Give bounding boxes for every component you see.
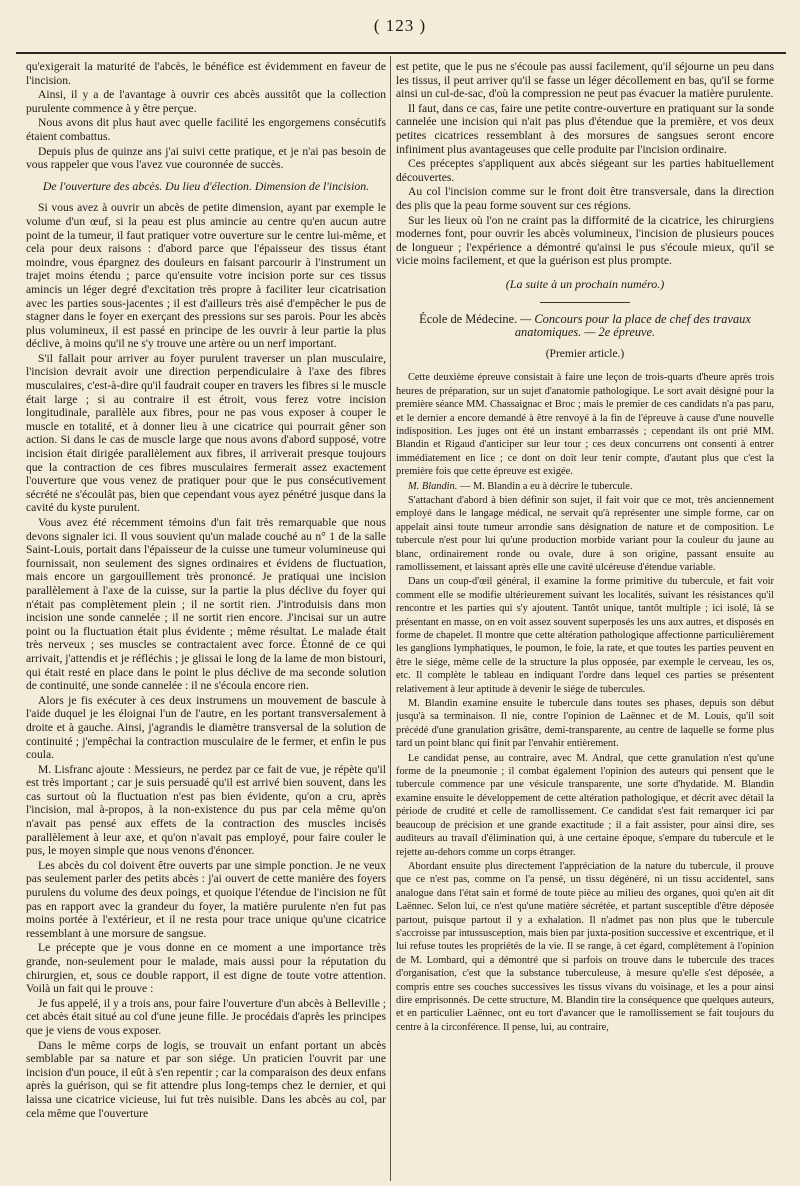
column-divider bbox=[390, 56, 391, 1181]
paragraph: Dans le même corps de logis, se trouvait un enfant portant un abcès semblable par sa nature et par son siége. Un praticien l'ouvrit par une incision d'un pouce, il eût à s'en repentir ; car la comparaison des deux enfans après la guérison, qui se fit attendre plus long-temps chez le dernier, et qui laissa une cicatrice vicieuse, lui fut très nuisible. Dans les abcès au col, par cela même que l'ouverture bbox=[26, 1038, 386, 1120]
article-title bbox=[396, 313, 774, 340]
right-column bbox=[396, 60, 774, 1180]
separator-rule bbox=[540, 302, 630, 303]
left-column bbox=[26, 60, 386, 1180]
article-title-school: École de Médecine. bbox=[419, 311, 518, 326]
paragraph: Le candidat pense, au contraire, avec M. Andral, que cette granulation n'est qu'une forme de la pneumonie ; il combat également l'opinion des auteurs qui pensent que le tubercule commence par une vésicule transparente, une sorte d'hydatide. M. Blandin examine ensuite le développement de cette altération pathologique, et décrit avec détail la période de crudité et celle de ramollissement. Ce candidat s'est fait remarquer ici par beaucoup de précision et une grande exactitude ; il a fait assister, pour ainsi dire, ses auditeurs au travail d'élimination qui, à une certaine époque, s'empare du tubercule et le rejette au-dehors comme un corps étranger. bbox=[396, 752, 774, 858]
paragraph: Depuis plus de quinze ans j'ai suivi cette pratique, et je n'ai pas besoin de vous rappeler que vous l'avez vue couronnée de succès. bbox=[26, 144, 386, 172]
paragraph: S'il fallait pour arriver au foyer purulent traverser un plan musculaire, l'incision devrait avoir une direction perpendiculaire à l'axe des fibres musculaires, c'est-à-dire qu'il faudrait couper en travers les fibres si le muscle était large ; si au contraire il est étroit, vous ferez votre incision longitudinale, parallèle aux fibres, pour ne pas vous exposer à couper le muscle en totalité, et à donner lieu à une cicatrice qui pourrait gêner son action. Si dans le cas de muscle large que nous avons d'abord supposé, votre incision était dirigée parallèlement aux fibres, il arriverait presque toujours que la contraction de ces fibres musculaires fermerait assez exactement l'ouverture que vous venez de pratiquer pour que le pus consécutivement sécrété ne s'écoulât pas, bien que cependant vous ayez pénétré jusque dans la cavité du kyste purulent. bbox=[26, 351, 386, 515]
paragraph: Je fus appelé, il y a trois ans, pour faire l'ouverture d'un abcès à Belleville ; cet abcès était situé au col d'une jeune fille. Je procédais d'après les principes que je viens de vous exposer. bbox=[26, 996, 386, 1037]
paragraph: Sur les lieux où l'on ne craint pas la difformité de la cicatrice, les chirurgiens modernes font, pour ouvrir les abcès volumineux, l'incision de plusieurs pouces de longueur ; l'expérience a démontré qu'ainsi le pus s'écoule mieux, qu'il se vicie moins facilement, et que la guérison est plus prompte. bbox=[396, 213, 774, 268]
paragraph: Ainsi, il y a de l'avantage à ouvrir ces abcès aussitôt que la collection purulente commence à y être perçue. bbox=[26, 88, 386, 115]
continuation-notice: (La suite à un prochain numéro.) bbox=[505, 276, 665, 291]
paragraph: Abordant ensuite plus directement l'appréciation de la nature du tubercule, il prouve que ce n'est pas, comme on l'a pensé, un tissu dégénéré, ni un tissu accidentel, sans analogue dans l'état sain et formé de toute pièce au milieu des organes, quoi qu'en ait dit Laënnec. Selon lui, ce n'est qu'une matière sécrétée, et partant susceptible d'être déposée partout, puisque partout il y a exhalation. Il n'admet pas non plus que le tubercule s'accroisse par intussusception, mais bien par juxta-position successive et excentrique, et il lui refuse toutes les propriétés de la vie. Il se range, à cet égard, complètement à l'opinion de M. Lombard, qui a démontré que si parfois on trouve dans le tubercule des traces d'organisation, c'est que la substance tuberculeuse, à mesure qu'elle s'est déposée, a compris entre ses couches successives les tissus vivans du voisinage, et les a pour ainsi dire emprisonnés. De cette structure, M. Blandin tire la conséquence que quelques auteurs, et en particulier Laënnec, ont eu tort d'avancer que le ramollissement se fait toujours du centre à la circonférence. Il pense, lui, au contraire, bbox=[396, 860, 774, 1033]
paragraph: Vous avez été récemment témoins d'un fait très remarquable que nous devons signaler ici. Il vous souvient qu'un malade couché au n° 1 de la salle Saint-Louis, portait dans l'épaisseur de la cuisse une tumeur volumineuse qui fournissait, non seulement des signes ordinaires et évidens de fluctuation, mais encore un gargouillement très prononcé. Je pratiquai une incision parallèlement à l'axe de la cuisse, sur la partie la plus déclive du foyer qui n'était pas complètement plein ; il ne sortit rien. J'introduisis dans mon incision une sonde cannelée ; il ne sortit rien encore. J'incisai sur un autre point ou la fluctuation était plus évidente ; même résultat. Le malade était très nerveux ; ses muscles se contractaient avec force. Étonné de ce qui arrivait, j'attendis et je réfléchis ; je glissai le long de la lame de mon bistouri, qui était resté en place dans le point le plus déclive de ma seconde solution de continuité, une sonde cannelée : il ne s'écoula encore rien. bbox=[26, 516, 386, 693]
paragraph: Les abcès du col doivent être ouverts par une simple ponction. Je ne veux pas seulement parler des petits abcès : j'ai ouvert de cette manière des foyers purulens du volume des deux poings, et quoique l'étendue de l'incision ne fût pas en rapport avec la grandeur du foyer, la matière purulente n'en fut pas moins portée à l'extérieur, et il ne resta pour trace unique qu'une cicatrice ressemblant à une morsure de sangsue. bbox=[26, 858, 386, 940]
speaker-text: — M. Blandin a eu à décrire le tubercule. bbox=[457, 480, 633, 492]
paragraph: Si vous avez à ouvrir un abcès de petite dimension, ayant par exemple le volume d'un œuf, si la peau est plus amincie au centre qu'en aucun autre point de la tumeur, il faut pratiquer votre ouverture sur le centre lui-même, et cela pour deux raisons : d'abord parce que l'épaisseur des tissus étant moindre, vous épargnez des douleurs en faisant parcourir à l'instrument un trajet moins étendu ; parce qu'ensuite votre incision porte sur ces tissus amincis un léger degré d'excitation très propre à faciliter leur cicatrisation avec les parties sous-jacentes ; il est d'ailleurs très aisé d'empêcher le pus de stagner dans le foyer en exerçant des pressions sur ses parois. Pour les abcès plus volumineux, il est passé en principe de les ouvrir à leur partie la plus déclive, à moins qu'il ne s'y trouve une artère ou un nerf important. bbox=[26, 201, 386, 351]
page-number: ( 123 ) bbox=[373, 16, 427, 35]
paragraph: S'attachant d'abord à bien définir son sujet, il fait voir que ce mot, très anciennement employé dans le langage médical, ne servait qu'à représenter une simple forme, car on appelait ainsi toute tumeur arrondie sans désignation de nature et de composition. Le tubercule n'est pour lui qu'une production morbide variant pour la couleur du jaune au blanc, ordinairement ronde ou ovale, dure à son origine, passant ensuite au ramollissement, et laissant après elle une cavité ulcéreuse d'étendue variable. bbox=[396, 494, 774, 573]
paragraph: Dans un coup-d'œil général, il examine la forme primitive du tubercule, et fait voir comment elle se modifie ultérieurement suivant les localités, suivant les résistances qu'il rencontre et les parties qui s'y ajoutent. Tantôt unique, tantôt multiple ; ici isolé, là se présentant en masse, on en voit assez souvent superposés les uns aux autres, et disposés en forme de chapelet. Il montre que cette altération pathologique affectionne particulièrement les ganglions lymphatiques, le poumon, le foie, la rate, et que toutes les parties peuvent en être le siége, même celle de la structure la plus opposée, par exemple le cerveau, les os, etc. Il complète le tableau en indiquant l'ordre dans lequel ces parties se présentent relativement à leur aptitude à devenir le siége de tubercules. bbox=[396, 576, 774, 695]
paragraph: Alors je fis exécuter à ces deux instrumens un mouvement de bascule à l'aide duquel je les éloignai l'un de l'autre, en les portant transversalement à droite et à gauche. Ainsi, j'agrandis le diamètre transversal de la solution de continuité ; j'empêchai la contraction musculaire de le fermer, et enfin le pus coula. bbox=[26, 693, 386, 762]
paragraph: M. Blandin examine ensuite le tubercule dans toutes ses phases, depuis son début jusqu'à sa terminaison. Il nie, contre l'opinion de Laënnec et de M. Louis, qu'il soit précédé d'une granulation grisâtre, demi-transparente, au centre de laquelle se forme plus tard un point blanc qui finit par l'envahir entièrement. bbox=[396, 698, 774, 750]
paragraph: est petite, que le pus ne s'écoule pas aussi facilement, qu'il séjourne un peu dans les tissus, il peut arriver qu'il se fasse un léger décollement en bas, qu'il se forme ainsi un cul-de-sac, d'où la compression ne peut pas évacuer la matière purulente. bbox=[396, 60, 774, 101]
paragraph: M. Lisfranc ajoute : Messieurs, ne perdez par ce fait de vue, je répète qu'il est très important ; car je suis persuadé qu'il est arrivé bien souvent, dans les cas surtout où la fluctuation n'est pas bien évidente, qu'on a cru, après l'incision, mal à-propos, à la non-existence du pus par cela même qu'on n'avait pas pensé aux effets de la contraction des muscles incisés parallèlement à leur axe, et qu'on n'avait pas employé, pour faire couler le pus, le moyen simple que nous venons d'énoncer. bbox=[26, 762, 386, 858]
paragraph: Au col l'incision comme sur le front doit être transversale, dans la direction des plis que la peau forme souvent sur ces régions. bbox=[396, 185, 774, 212]
section-heading: De l'ouverture des abcès. Du lieu d'élection. Dimension de l'incision. bbox=[42, 178, 370, 193]
header-rule bbox=[16, 52, 786, 54]
paragraph: Il faut, dans ce cas, faire une petite contre-ouverture en pratiquant sur la sonde cannelée une incision qui n'ait pas plus d'étendue que la première, et vos deux petites cicatrices ressemblant à des morsures de sangsues seront encore infiniment plus avantageuses que celle produite par l'incision ordinaire. bbox=[396, 101, 774, 156]
article-subheading: (Premier article.) bbox=[545, 347, 625, 360]
article-body bbox=[396, 371, 774, 1034]
paragraph: Nous avons dit plus haut avec quelle facilité les engorgemens consécutifs étaient combattus. bbox=[26, 116, 386, 143]
paragraph: Ces préceptes s'appliquent aux abcès siégeant sur les parties habituellement découvertes. bbox=[396, 157, 774, 184]
paragraph: qu'exigerait la maturité de l'abcès, le bénéfice est évidemment en faveur de l'incision. bbox=[26, 60, 386, 87]
paragraph: Cette deuxième épreuve consistait à faire une leçon de trois-quarts d'heure après trois heures de préparation, sur un sujet d'anatomie pathologique. Le sort avait désigné pour la première séance MM. Chassaignac et Broc ; mais le premier de ces candidats n'a pas paru, et le dernier a encore demandé à être renvoyé à la fin de l'épreuve à cause d'une nouvelle indisposition. Les juges ont été un instant embarrassés ; cependant ils ont prié MM. Blandin et Rigaud d'anticiper sur leur tour ; ces deux concurrens ont consenti à entrer immédiatement en lice ; ce dont on doit leur tenir compte, d'autant plus que c'est la première fois que cette épreuve est exigée. bbox=[396, 372, 774, 478]
paragraph bbox=[396, 480, 774, 493]
speaker-name: M. Blandin. bbox=[408, 480, 458, 492]
article-title-rest: — Concours pour la place de chef des travaux anatomiques. — 2e épreuve. bbox=[514, 311, 751, 340]
paragraph: Le précepte que je vous donne en ce moment a une importance très grande, non-seulement pour le malade, mais aussi pour la réputation du chirurgien, et, sous ce double rapport, il est digne de toute votre attention. Voilà un fait qui le prouve : bbox=[26, 941, 386, 996]
